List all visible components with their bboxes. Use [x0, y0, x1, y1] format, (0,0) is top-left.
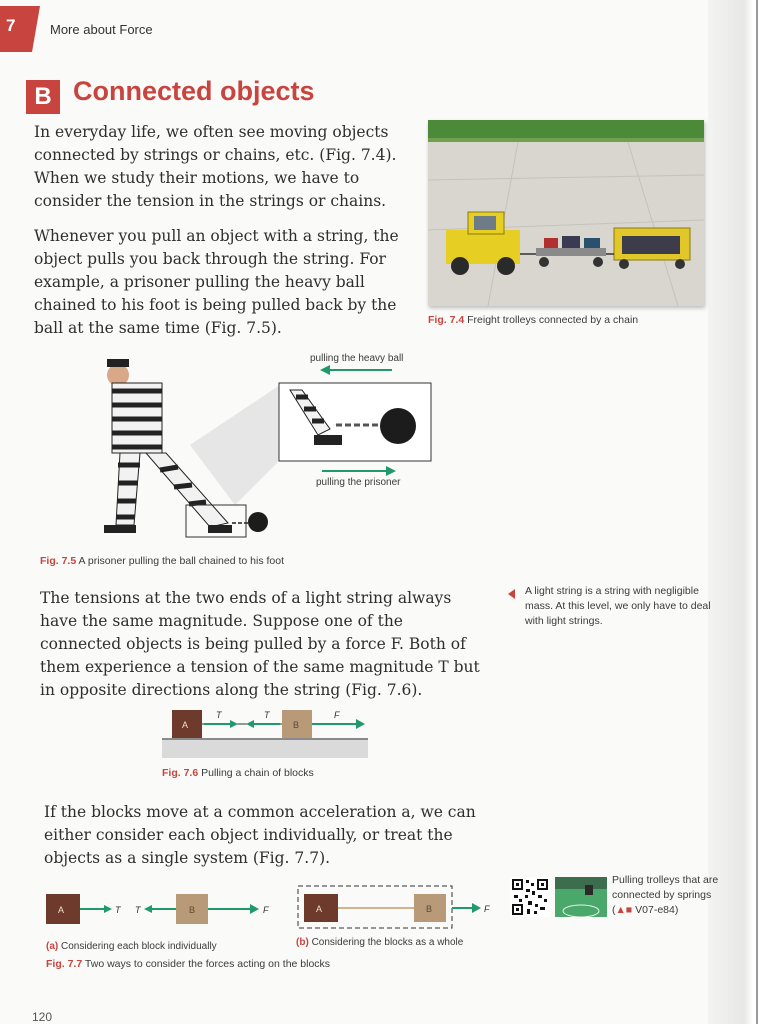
pulling-ball-label: pulling the heavy ball: [310, 353, 404, 364]
paragraph-1: In everyday life, we often see moving objects connected by strings or chains, etc. (Fig. 7.4). When we study their motions, we have to consider the tension in the strings or chains.: [34, 123, 397, 210]
binding-line: [756, 0, 758, 1024]
fig-7-6-caption: [162, 767, 314, 779]
fig-7-7b-sublabel: (b): [296, 937, 309, 948]
fig76-tension-2: T: [264, 710, 270, 720]
qr-code-icon[interactable]: [510, 877, 550, 917]
fig-7-6-diagram: [160, 704, 370, 760]
page-spine-shadow: [708, 0, 768, 1024]
paragraph-4: If the blocks move at a common acceleration a, we can either consider each object individually, or treat the objects as a single system (Fig. 7.7).: [44, 803, 476, 867]
fig-7-6-label: Fig. 7.6: [162, 767, 199, 779]
fig-7-7b-subtext: Considering the blocks as a whole: [311, 937, 464, 948]
fig77a-tension-2: T: [135, 905, 141, 915]
sidenote-light-string: A light string is a string with negligible mass. At this level, we only have to deal with light strings.: [525, 585, 711, 627]
paragraph-2: Whenever you pull an object with a string, the object pulls you back through the string. For example, a prisoner pulling the heavy ball chained to his foot is being pulled back by the ball at the same time (Fig. 7.5).: [34, 227, 399, 337]
fig-7-7-caption: [46, 958, 330, 970]
fig77a-force: F: [263, 905, 269, 915]
fig-7-5-text: A prisoner pulling the ball chained to his foot: [78, 555, 284, 567]
pulling-prisoner-label: pulling the prisoner: [316, 477, 401, 488]
chapter-title: More about Force: [50, 22, 153, 37]
page-number: 120: [32, 1010, 53, 1024]
fig-7-6-text: Pulling a chain of blocks: [201, 767, 314, 779]
paragraph-3: The tensions at the two ends of a light string always have the same magnitude. Suppose one of the connected objects is being pulled by a force F. Both of them experience a tension of the same magnitude T but in opposite directions along the string (Fig. 7.6).: [40, 589, 480, 699]
video-note: [612, 873, 722, 918]
fig77b-label-b: B: [426, 904, 433, 914]
fig-7-7-label: Fig. 7.7: [46, 958, 83, 970]
fig-7-7b-subcaption: [296, 937, 463, 948]
fig-7-7a-diagram: [44, 890, 284, 930]
fig76-label-a: A: [182, 720, 189, 730]
fig-7-5-caption: [40, 555, 284, 567]
sidenote-marker-icon: [508, 589, 515, 599]
prisoner-illustration: [90, 345, 440, 545]
fig-7-4-caption: [428, 314, 638, 326]
fig-7-4-label: Fig. 7.4: [428, 314, 465, 326]
fig77b-force: F: [484, 904, 490, 914]
fig76-force: F: [334, 710, 340, 720]
fig77a-tension-1: T: [115, 905, 121, 915]
fig-7-5-label: Fig. 7.5: [40, 555, 77, 567]
fig-7-7-text: Two ways to consider the forces acting on the blocks: [84, 958, 331, 970]
fig-7-7a-subcaption: [46, 941, 217, 952]
fig-7-7b-diagram: [294, 882, 504, 932]
fig-7-4-text: Freight trolleys connected by a chain: [467, 314, 639, 326]
section-title: Connected objects: [73, 76, 315, 106]
fig76-label-b: B: [293, 720, 300, 730]
video-camera-icon: ▲■: [615, 904, 633, 916]
fig-7-7a-sublabel: (a): [46, 941, 59, 952]
video-code-line[interactable]: [612, 903, 722, 918]
fig76-tension-1: T: [216, 710, 222, 720]
section-letter-badge: B: [26, 80, 60, 114]
chapter-number: 7: [6, 16, 16, 35]
video-note-text: Pulling trolleys that are connected by springs: [612, 874, 719, 901]
video-code: V07-e84): [635, 904, 679, 916]
freight-trolleys-photo: [428, 120, 704, 306]
fig77a-label-b: B: [189, 905, 196, 915]
fig-7-7a-subtext: Considering each block individually: [61, 941, 217, 952]
fig77a-label-a: A: [58, 905, 65, 915]
fig77b-label-a: A: [316, 904, 323, 914]
video-code-open: (: [612, 904, 616, 916]
video-thumbnail[interactable]: [555, 877, 607, 917]
